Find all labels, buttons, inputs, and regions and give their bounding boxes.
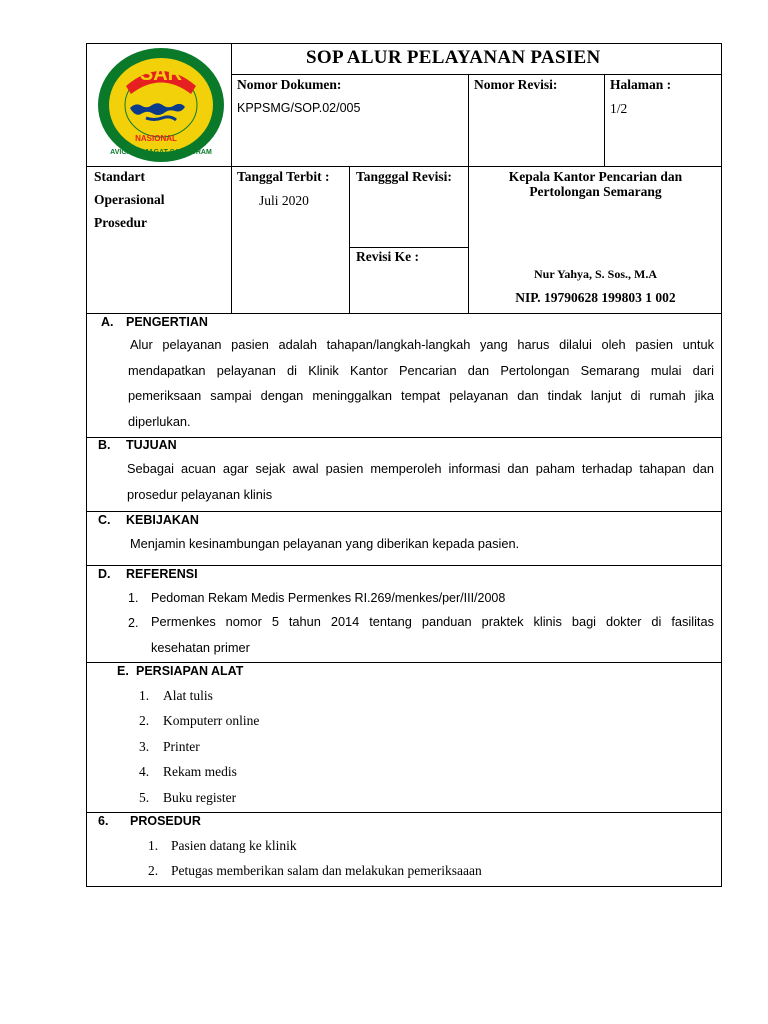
reference-item-2 bbox=[151, 609, 714, 660]
halaman-value: 1/2 bbox=[610, 101, 628, 116]
revisi-column-divider bbox=[349, 166, 350, 313]
logo-nasional-text: NASIONAL bbox=[135, 134, 177, 143]
signer-nip: NIP. 19790628 199803 1 002 bbox=[515, 290, 676, 305]
procedure-number: 2. bbox=[148, 863, 159, 878]
section-b-letter: B. bbox=[98, 438, 111, 452]
halaman-divider bbox=[604, 74, 605, 166]
header-bottom-divider bbox=[86, 313, 722, 314]
section-a-line: Alur pelayanan pasien adalah tahapan/langkah-langkah yang harus dilalui oleh pasien untuk bbox=[130, 337, 714, 352]
kepala-title-line-2: Pertolongan Semarang bbox=[529, 184, 662, 199]
tool-number: 3. bbox=[139, 739, 150, 754]
sar-logo bbox=[96, 46, 226, 164]
section-divider-d bbox=[86, 662, 722, 663]
tanggal-revisi-label: Tangggal Revisi: bbox=[356, 169, 452, 184]
tool-number: 1. bbox=[139, 688, 150, 703]
section-divider-a bbox=[86, 437, 722, 438]
section-c-heading: KEBIJAKAN bbox=[126, 513, 199, 527]
section-f-heading: PROSEDUR bbox=[130, 814, 201, 828]
tool-item: Buku register bbox=[163, 790, 237, 805]
section-b-heading: TUJUAN bbox=[126, 438, 177, 452]
tool-item: Alat tulis bbox=[163, 688, 213, 703]
section-divider-b bbox=[86, 511, 722, 512]
section-c-letter: C. bbox=[98, 513, 111, 527]
section-c-paragraph bbox=[130, 531, 714, 557]
tool-number: 5. bbox=[139, 790, 150, 805]
section-b-line: Sebagai acuan agar sejak awal pasien memperoleh informasi dan paham terhadap tahapan dan bbox=[127, 461, 714, 476]
section-f-letter: 6. bbox=[98, 814, 109, 828]
reference-number: 1. bbox=[128, 591, 139, 605]
procedure-number: 1. bbox=[148, 838, 159, 853]
tanggal-terbit-value: Juli 2020 bbox=[259, 193, 309, 208]
section-divider-c bbox=[86, 565, 722, 566]
tool-number: 2. bbox=[139, 713, 150, 728]
halaman-label: Halaman : bbox=[610, 77, 672, 92]
section-a-letter: A. bbox=[101, 315, 114, 329]
tool-number: 4. bbox=[139, 764, 150, 779]
title-divider bbox=[231, 74, 722, 75]
sop-label-line-2: Operasional bbox=[94, 192, 165, 207]
section-a-line: pemeriksaan sampai dengan meninggalkan tempat pelayanan dan tindak lanjut di rumah jika bbox=[128, 388, 714, 403]
section-d-letter: D. bbox=[98, 567, 111, 581]
section-b-paragraph bbox=[127, 456, 714, 507]
procedure-item: Pasien datang ke klinik bbox=[171, 838, 297, 853]
section-c-line: Menjamin kesinambungan pelayanan yang diberikan kepada pasien. bbox=[130, 536, 520, 551]
tanggal-terbit-label: Tanggal Terbit : bbox=[237, 169, 330, 184]
sop-label-line-3: Prosedur bbox=[94, 215, 147, 230]
section-e-letter: E. bbox=[117, 664, 129, 678]
tool-item: Komputerr online bbox=[163, 713, 260, 728]
logo-sar-text: SAR bbox=[139, 63, 183, 85]
section-a-line: mendapatkan pelayanan di Klinik Kantor Pencarian dan Pertolongan Semarang mulai dari bbox=[128, 362, 714, 378]
nomor-dokumen-label: Nomor Dokumen: bbox=[237, 77, 342, 92]
section-e-heading: PERSIAPAN ALAT bbox=[136, 664, 244, 678]
section-divider-e bbox=[86, 812, 722, 813]
sop-label-line-1: Standart bbox=[94, 169, 146, 184]
section-a-line: diperlukan. bbox=[128, 413, 191, 429]
kepala-title-line-1: Kepala Kantor Pencarian dan bbox=[508, 169, 683, 184]
section-d-heading: REFERENSI bbox=[126, 567, 198, 581]
section-b-line: prosedur pelayanan klinis bbox=[127, 486, 273, 502]
revisi-ke-label: Revisi Ke : bbox=[356, 249, 419, 264]
nomor-revisi-label: Nomor Revisi: bbox=[474, 77, 558, 92]
reference-number: 2. bbox=[128, 616, 139, 630]
section-a-paragraph bbox=[128, 332, 714, 434]
tool-item: Rekam medis bbox=[163, 764, 237, 779]
reference-item: Pedoman Rekam Medis Permenkes RI.269/menkes/per/III/2008 bbox=[151, 591, 506, 605]
nomor-dokumen-value: KPPSMG/SOP.02/005 bbox=[237, 101, 361, 115]
section-a-heading: PENGERTIAN bbox=[126, 315, 208, 329]
revisi-divider bbox=[349, 247, 468, 248]
logo-column-divider bbox=[231, 43, 232, 313]
signer-name: Nur Yahya, S. Sos., M.A bbox=[533, 267, 658, 281]
document-title: SOP ALUR PELAYANAN PASIEN bbox=[306, 47, 601, 68]
tool-item: Printer bbox=[163, 739, 200, 754]
logo-motto-text: AVIGNAM JAGAT SAMAGRAM bbox=[110, 149, 212, 156]
header-row-divider bbox=[86, 166, 722, 167]
reference-item-line: kesehatan primer bbox=[151, 639, 250, 655]
reference-item-line: Permenkes nomor 5 tahun 2014 tentang panduan praktek klinis bagi dokter di fasilitas bbox=[151, 614, 714, 629]
procedure-item: Petugas memberikan salam dan melakukan pemeriksaaan bbox=[171, 863, 482, 878]
